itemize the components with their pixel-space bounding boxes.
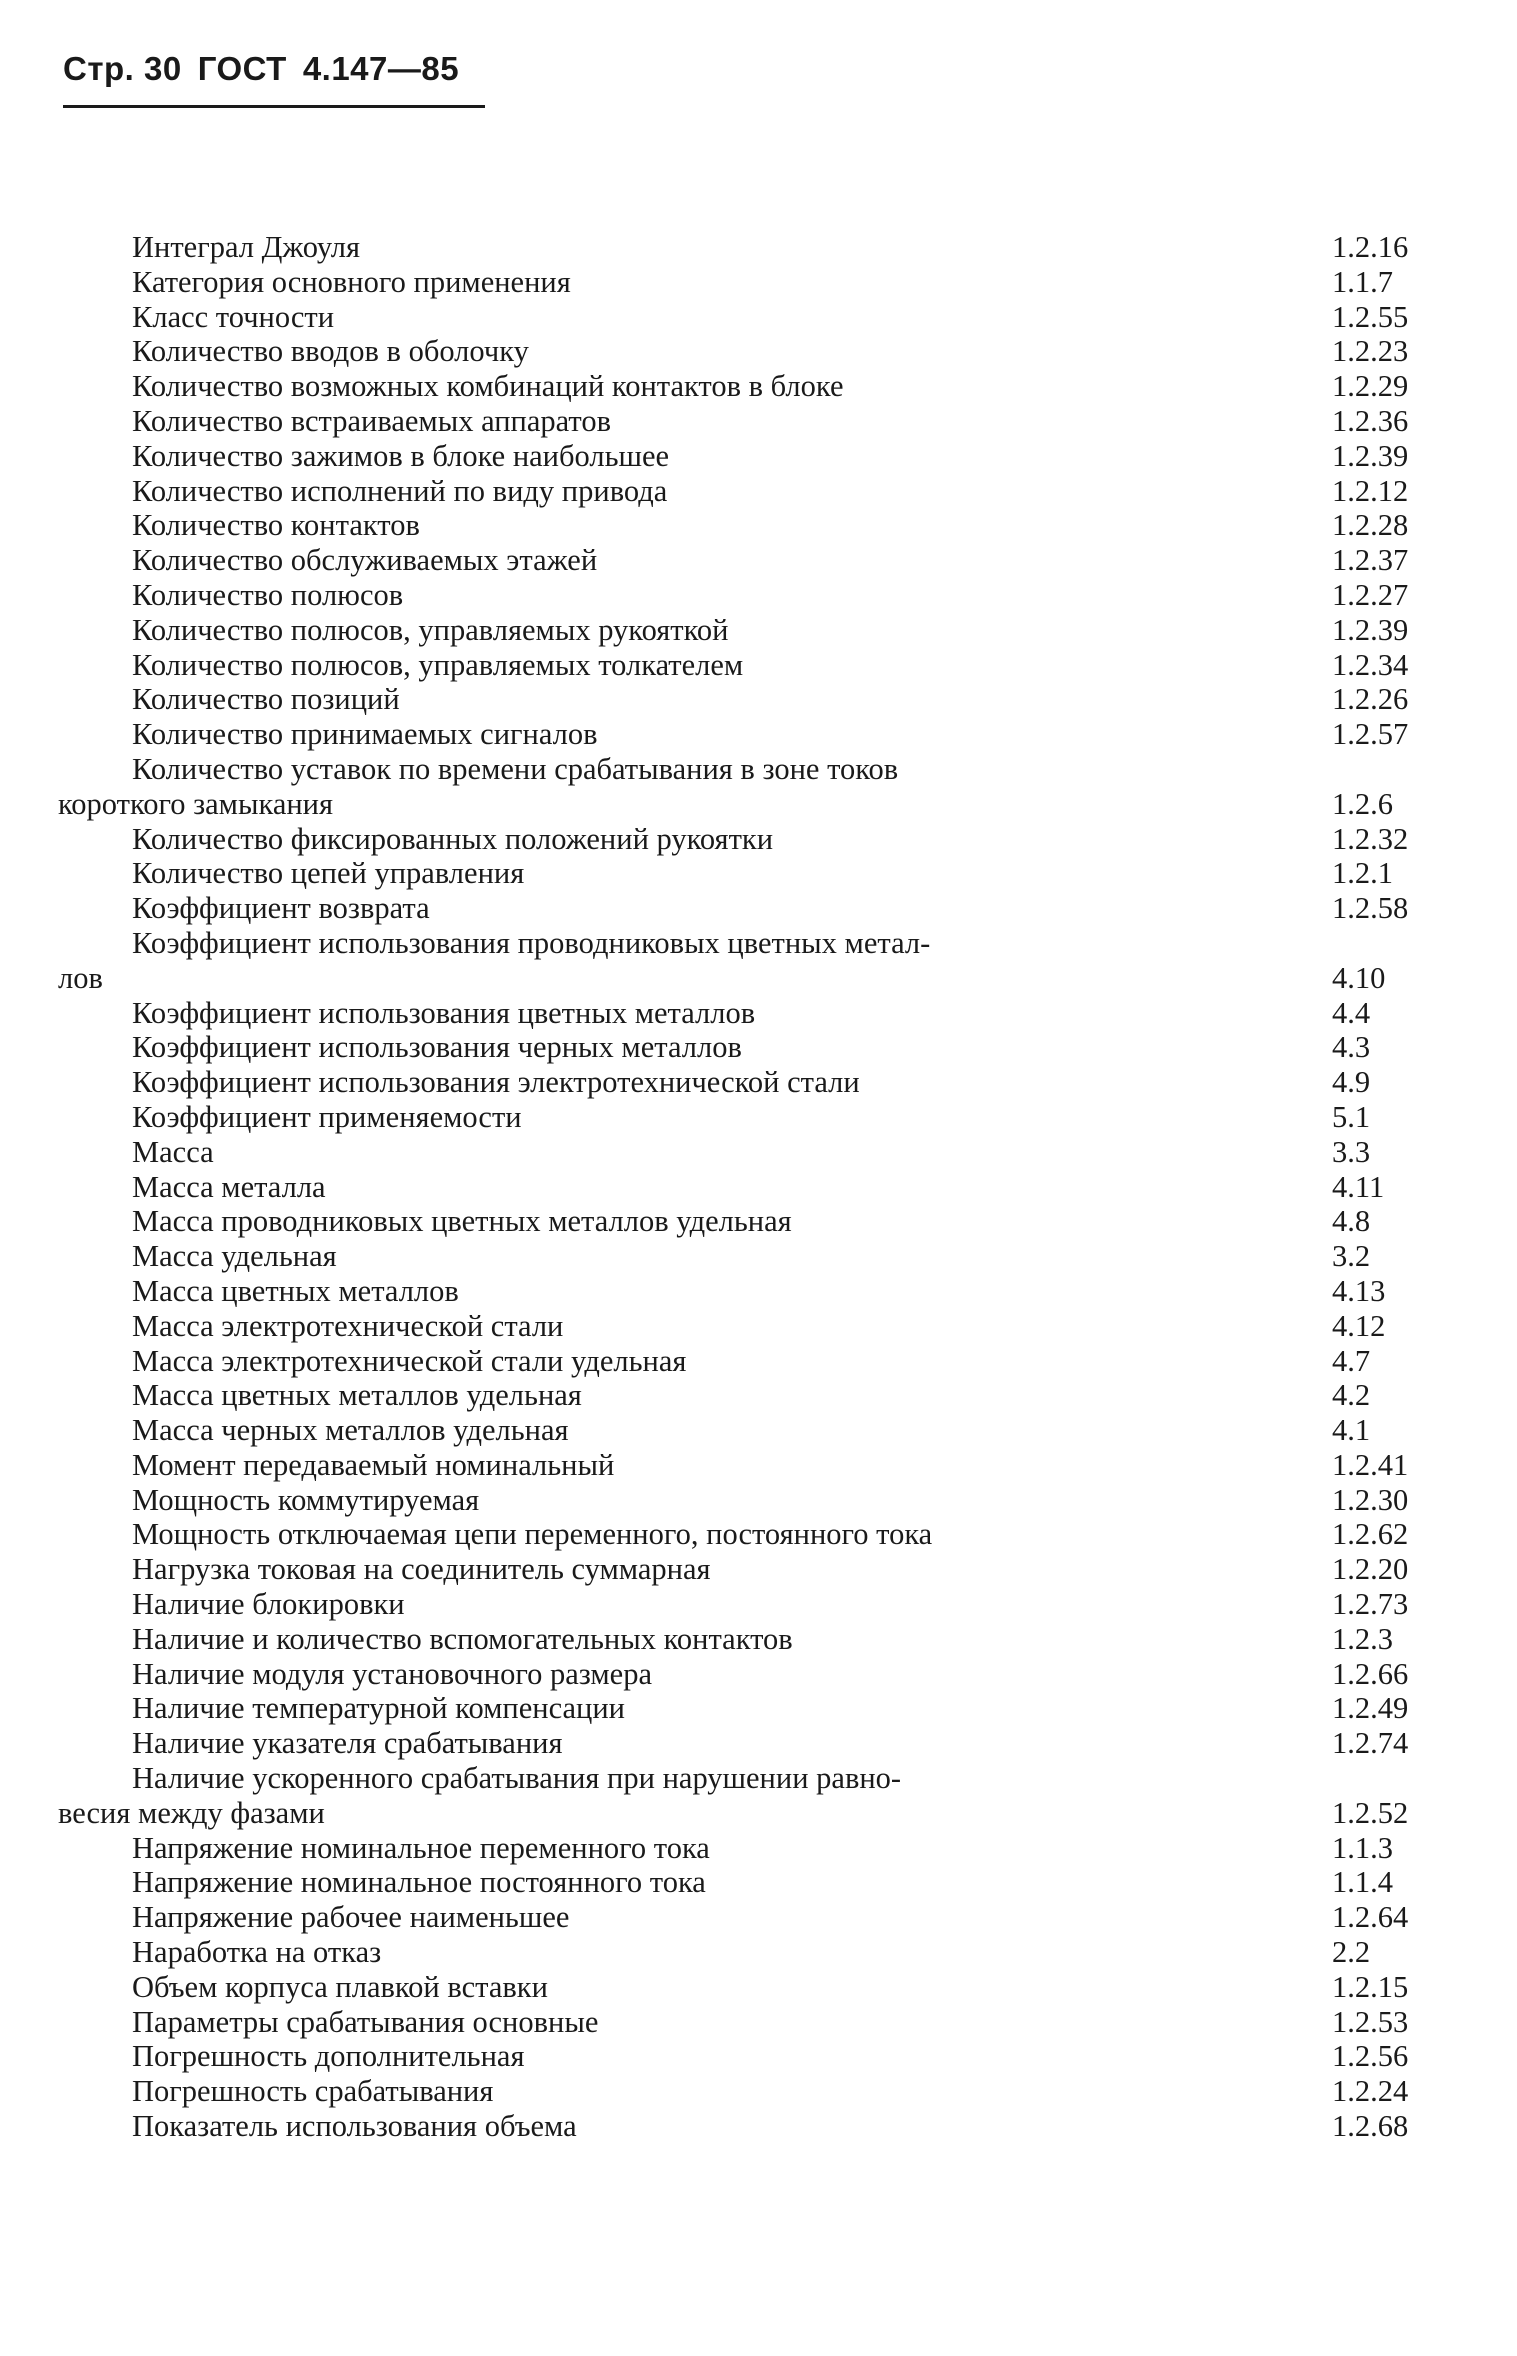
index-entry xyxy=(58,543,1409,578)
entry-term-text: Погрешность срабатывания xyxy=(132,2074,494,2109)
standard-label: ГОСТ xyxy=(197,50,287,87)
index-entry xyxy=(58,996,1398,1031)
index-entry xyxy=(58,403,1409,439)
entry-term xyxy=(58,1517,1288,1552)
index-entry xyxy=(58,1274,1398,1309)
page-number: Стр. 30 xyxy=(63,50,182,87)
entry-term xyxy=(58,1831,1288,1866)
entry-term-text: Коэффициент использования проводниковых цветных метал- xyxy=(132,925,931,960)
entry-term-text: Количество принимаемых сигналов xyxy=(132,717,598,752)
entry-term xyxy=(58,578,1288,613)
index-entry xyxy=(58,1587,1409,1622)
entry-reference: 1.2.57 xyxy=(1332,717,1409,752)
entry-reference: 4.1 xyxy=(1332,1413,1371,1448)
index-entry xyxy=(58,1935,1398,1970)
entry-term-text: Коэффициент использования черных металлов xyxy=(132,1030,742,1065)
entry-reference: 4.2 xyxy=(1332,1378,1371,1413)
index-entry xyxy=(58,1309,1398,1344)
entry-reference: 1.2.36 xyxy=(1332,403,1409,438)
entry-term xyxy=(58,1587,1288,1622)
index-entry xyxy=(58,299,1409,335)
entry-reference: 1.2.1 xyxy=(1332,856,1393,891)
entry-term xyxy=(58,1344,1288,1379)
index-entry xyxy=(58,369,1409,404)
index-entry xyxy=(58,508,1409,543)
entry-reference: 1.2.34 xyxy=(1332,647,1409,682)
entry-reference: 1.2.32 xyxy=(1332,821,1409,856)
entry-term xyxy=(58,752,1288,822)
entry-term-text: Напряжение рабочее наименьшее xyxy=(132,1900,570,1935)
entry-term xyxy=(58,1552,1288,1587)
entry-reference: 4.4 xyxy=(1332,995,1371,1030)
header-rule xyxy=(63,105,485,108)
entry-reference: 1.2.26 xyxy=(1332,682,1409,717)
entry-term-text: Количество уставок по времени срабатывания в зоне токов xyxy=(132,751,899,786)
entry-reference: 1.2.58 xyxy=(1332,891,1409,926)
entry-reference: 4.7 xyxy=(1332,1343,1371,1378)
entry-term-text: Напряжение номинальное переменного тока xyxy=(132,1830,710,1865)
entry-term-text: Масса xyxy=(132,1134,214,1169)
entry-term xyxy=(58,1239,1288,1274)
entry-term xyxy=(58,682,1288,717)
entry-reference: 4.12 xyxy=(1332,1308,1386,1343)
entry-reference: 1.2.15 xyxy=(1332,1969,1409,2004)
entry-reference: 1.2.20 xyxy=(1332,1552,1409,1587)
entry-term-continuation: весия между фазами xyxy=(58,1795,325,1830)
entry-term-text: Количество вводов в оболочку xyxy=(132,334,529,369)
entry-reference: 1.2.28 xyxy=(1332,508,1409,543)
entry-term-text: Количество фиксированных положений рукоятки xyxy=(132,821,774,856)
entry-reference: 1.2.73 xyxy=(1332,1587,1409,1622)
index-entry xyxy=(58,717,1409,752)
entry-term xyxy=(58,1100,1288,1135)
index-entry xyxy=(58,265,1398,300)
entry-reference: 1.2.39 xyxy=(1332,438,1409,473)
entry-term-text: Количество обслуживаемых этажей xyxy=(132,543,598,578)
entry-reference: 1.2.27 xyxy=(1332,577,1409,612)
index-entry xyxy=(58,1552,1409,1587)
entry-term xyxy=(58,717,1288,752)
index-entry xyxy=(58,856,1398,891)
entry-term xyxy=(58,1065,1288,1100)
entry-term-continuation: короткого замыкания xyxy=(58,786,334,821)
entry-term xyxy=(58,613,1288,648)
entry-term-text: Количество встраиваемых аппаратов xyxy=(132,403,611,438)
index-entry xyxy=(58,1204,1398,1239)
index-entry xyxy=(58,1447,1409,1483)
index-entry xyxy=(58,926,1398,996)
entry-term-text: Погрешность дополнительная xyxy=(132,2039,525,2074)
entry-reference: 1.2.3 xyxy=(1332,1621,1393,1656)
entry-term xyxy=(58,1691,1288,1726)
entry-term xyxy=(58,822,1288,857)
index-entry xyxy=(58,230,1409,265)
entry-term-text: Момент передаваемый номинальный xyxy=(132,1447,615,1482)
index-entry xyxy=(58,1517,1409,1552)
entry-term xyxy=(58,404,1288,439)
entry-reference: 1.2.12 xyxy=(1332,473,1409,508)
entry-reference: 1.2.49 xyxy=(1332,1691,1409,1726)
entry-term-text: Объем корпуса плавкой вставки xyxy=(132,1969,548,2004)
entry-term-text: Масса электротехнической стали xyxy=(132,1308,564,1343)
entry-term-text: Количество зажимов в блоке наибольшее xyxy=(132,438,670,473)
index-entry xyxy=(58,1900,1409,1935)
index-entry xyxy=(58,2109,1409,2144)
index-entry xyxy=(58,334,1409,369)
entry-term xyxy=(58,926,1288,996)
entry-reference: 1.2.41 xyxy=(1332,1447,1409,1482)
entry-term xyxy=(58,1483,1288,1518)
index-entry xyxy=(58,1100,1398,1135)
entry-term xyxy=(58,1448,1288,1483)
entry-term-text: Количество контактов xyxy=(132,508,420,543)
standard-number: 4.147—85 xyxy=(302,50,460,87)
entry-reference: 1.2.24 xyxy=(1332,2074,1409,2109)
entry-term xyxy=(58,1657,1288,1692)
index-entry xyxy=(58,1831,1398,1866)
entry-term xyxy=(58,891,1288,926)
index-entry xyxy=(58,1378,1398,1413)
index-entry xyxy=(58,2004,1409,2040)
entry-reference: 1.2.39 xyxy=(1332,612,1409,647)
entry-term xyxy=(58,648,1288,683)
entry-term-text: Коэффициент возврата xyxy=(132,891,430,926)
index-entry xyxy=(58,2039,1409,2074)
entry-term-text: Коэффициент использования электротехнической стали xyxy=(132,1065,860,1100)
index-entry xyxy=(58,1413,1398,1448)
entry-term xyxy=(58,1900,1288,1935)
entry-reference: 1.2.55 xyxy=(1332,299,1409,334)
entry-term-text: Масса электротехнической стали удельная xyxy=(132,1343,687,1378)
index-entry xyxy=(58,577,1409,613)
entry-reference: 2.2 xyxy=(1332,1935,1371,1970)
index-entry xyxy=(58,1969,1409,2005)
entry-term-text: Категория основного применения xyxy=(132,264,571,299)
entry-term-text: Масса металла xyxy=(132,1169,326,1204)
index-list xyxy=(58,230,1409,2144)
index-entry xyxy=(58,1344,1398,1379)
entry-term xyxy=(58,508,1288,543)
entry-reference: 4.3 xyxy=(1332,1030,1371,1065)
entry-term-text: Наличие и количество вспомогательных контактов xyxy=(132,1621,793,1656)
index-entry xyxy=(58,1065,1398,1100)
entry-term-text: Наличие температурной компенсации xyxy=(132,1691,626,1726)
entry-term-text: Наличие указателя срабатывания xyxy=(132,1726,563,1761)
entry-reference: 1.2.68 xyxy=(1332,2109,1409,2144)
index-entry xyxy=(58,1656,1409,1692)
index-entry xyxy=(58,473,1409,509)
entry-term-text: Наличие ускоренного срабатывания при нарушении равно- xyxy=(132,1761,902,1796)
entry-term-text: Количество полюсов, управляемых рукояткой xyxy=(132,612,729,647)
entry-reference: 1.2.64 xyxy=(1332,1900,1409,1935)
entry-term xyxy=(58,1761,1288,1831)
entry-reference: 3.2 xyxy=(1332,1239,1371,1274)
index-entry xyxy=(58,2074,1409,2109)
entry-term-text: Масса цветных металлов xyxy=(132,1273,459,1308)
page-header xyxy=(63,50,459,88)
entry-reference: 4.11 xyxy=(1332,1169,1385,1204)
entry-term xyxy=(58,1970,1288,2005)
entry-term xyxy=(58,2005,1288,2040)
entry-term xyxy=(58,369,1288,404)
entry-term-text: Мощность коммутируемая xyxy=(132,1482,480,1517)
entry-reference: 5.1 xyxy=(1332,1099,1371,1134)
entry-reference: 1.1.7 xyxy=(1332,264,1393,299)
entry-reference: 1.2.66 xyxy=(1332,1656,1409,1691)
entry-term-text: Количество возможных комбинаций контактов в блоке xyxy=(132,369,844,404)
entry-term-text: Наличие модуля установочного размера xyxy=(132,1656,652,1691)
entry-term xyxy=(58,1378,1288,1413)
index-entry xyxy=(58,612,1409,648)
entry-reference: 3.3 xyxy=(1332,1134,1371,1169)
index-entry xyxy=(58,1865,1398,1900)
entry-term-text: Наработка на отказ xyxy=(132,1935,382,1970)
entry-term xyxy=(58,1622,1288,1657)
entry-reference: 1.1.4 xyxy=(1332,1865,1393,1900)
entry-term-text: Коэффициент использования цветных металлов xyxy=(132,995,756,1030)
entry-term-text: Масса проводниковых цветных металлов удельная xyxy=(132,1204,792,1239)
entry-term xyxy=(58,1935,1288,1970)
entry-term xyxy=(58,2039,1288,2074)
entry-term xyxy=(58,474,1288,509)
entry-reference: 1.1.3 xyxy=(1332,1830,1393,1865)
index-entry xyxy=(58,1170,1398,1205)
entry-term xyxy=(58,1204,1288,1239)
entry-term-text: Мощность отключаемая цепи переменного, постоянного тока xyxy=(132,1517,933,1552)
entry-term xyxy=(58,300,1288,335)
entry-term-text: Нагрузка токовая на соединитель суммарная xyxy=(132,1552,711,1587)
entry-reference: 1.2.62 xyxy=(1332,1517,1409,1552)
index-entry xyxy=(58,891,1409,926)
entry-reference: 1.2.29 xyxy=(1332,369,1409,404)
entry-term-text: Количество позиций xyxy=(132,682,400,717)
entry-term xyxy=(58,2074,1288,2109)
index-entry xyxy=(58,752,1398,822)
index-entry xyxy=(58,1761,1409,1831)
entry-reference: 1.2.53 xyxy=(1332,2004,1409,2039)
entry-term xyxy=(58,996,1288,1031)
entry-term-text: Класс точности xyxy=(132,299,335,334)
entry-term xyxy=(58,1726,1288,1761)
entry-term xyxy=(58,1309,1288,1344)
index-entry xyxy=(58,682,1409,717)
index-entry xyxy=(58,1135,1398,1170)
entry-term-text: Параметры срабатывания основные xyxy=(132,2004,599,2039)
entry-reference: 1.2.74 xyxy=(1332,1726,1409,1761)
entry-reference: 1.2.16 xyxy=(1332,230,1409,264)
entry-term xyxy=(58,230,1288,265)
entry-term-text: Показатель использования объема xyxy=(132,2109,577,2144)
index-entry xyxy=(58,1239,1398,1274)
entry-term-text: Количество цепей управления xyxy=(132,856,525,891)
entry-term-text: Коэффициент применяемости xyxy=(132,1099,522,1134)
entry-reference: 1.2.6 xyxy=(1332,786,1393,821)
entry-term xyxy=(58,1030,1288,1065)
entry-term-text: Напряжение номинальное постоянного тока xyxy=(132,1865,706,1900)
index-entry xyxy=(58,1622,1398,1657)
entry-term xyxy=(58,1170,1288,1205)
entry-term xyxy=(58,1413,1288,1448)
entry-term-text: Наличие блокировки xyxy=(132,1587,405,1622)
entry-term xyxy=(58,856,1288,891)
entry-term xyxy=(58,1274,1288,1309)
entry-term xyxy=(58,543,1288,578)
entry-term xyxy=(58,439,1288,474)
entry-term xyxy=(58,2109,1288,2144)
entry-term-continuation: лов xyxy=(58,960,103,995)
entry-reference: 1.2.30 xyxy=(1332,1482,1409,1517)
entry-reference: 1.2.56 xyxy=(1332,2039,1409,2074)
entry-reference: 1.2.37 xyxy=(1332,543,1409,578)
index-entry xyxy=(58,821,1409,857)
entry-reference: 1.2.23 xyxy=(1332,334,1409,369)
entry-term xyxy=(58,1135,1288,1170)
entry-term xyxy=(58,334,1288,369)
entry-term-text: Количество полюсов xyxy=(132,577,404,612)
index-entry xyxy=(58,1726,1409,1761)
entry-term-text: Интеграл Джоуля xyxy=(132,230,360,264)
entry-term-text: Количество исполнений по виду привода xyxy=(132,473,668,508)
entry-reference: 4.13 xyxy=(1332,1273,1386,1308)
index-entry xyxy=(58,647,1409,683)
entry-term xyxy=(58,1865,1288,1900)
index-entry xyxy=(58,1691,1409,1726)
entry-reference: 4.9 xyxy=(1332,1065,1371,1100)
entry-term-text: Количество полюсов, управляемых толкателем xyxy=(132,647,744,682)
index-entry xyxy=(58,1030,1398,1065)
entry-reference: 4.10 xyxy=(1332,960,1386,995)
entry-reference: 4.8 xyxy=(1332,1204,1371,1239)
entry-term-text: Масса удельная xyxy=(132,1239,337,1274)
entry-reference: 1.2.52 xyxy=(1332,1795,1409,1830)
entry-term-text: Масса цветных металлов удельная xyxy=(132,1378,582,1413)
index-entry xyxy=(58,438,1409,474)
entry-term-text: Масса черных металлов удельная xyxy=(132,1413,569,1448)
entry-term xyxy=(58,265,1288,300)
index-entry xyxy=(58,1482,1409,1518)
